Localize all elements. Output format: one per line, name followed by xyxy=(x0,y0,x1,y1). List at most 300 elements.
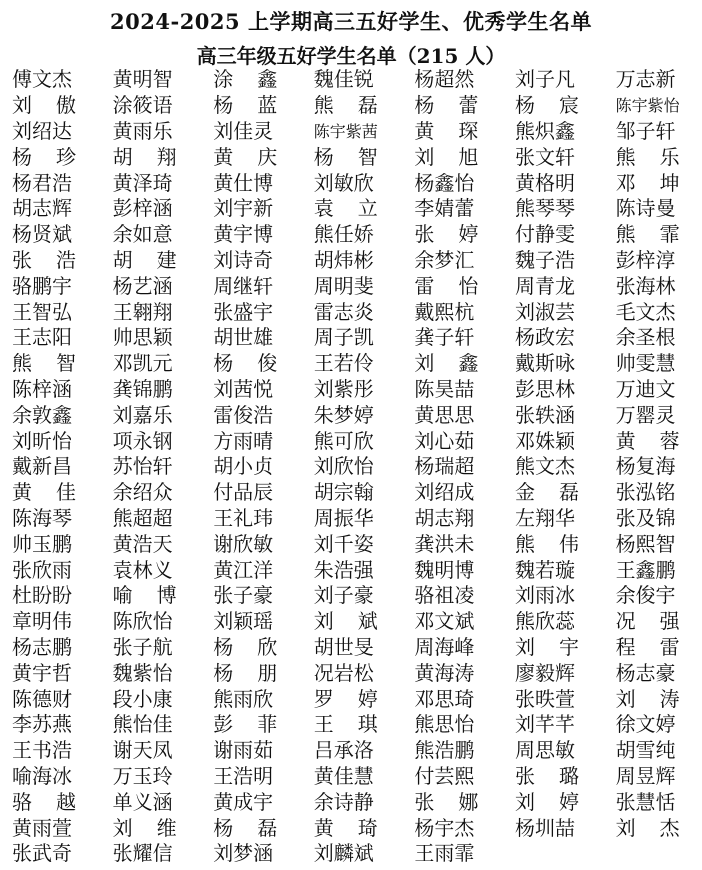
student-name: 黄雨萱 xyxy=(12,815,72,840)
student-name-text xyxy=(213,351,277,376)
student-name: 魏若璇 xyxy=(514,557,575,582)
student-name xyxy=(310,93,411,119)
student-name: 朱梦婷 xyxy=(313,402,374,427)
name-char: 杨 xyxy=(414,93,435,118)
student-name: 周明斐 xyxy=(313,273,374,298)
name-char: 欣 xyxy=(257,634,278,659)
student-name: 周海峰 xyxy=(414,634,475,659)
student-name: 熊浩鹏 xyxy=(414,738,475,763)
name-char: 雷 xyxy=(414,273,435,298)
student-name: 杨志豪 xyxy=(615,660,676,685)
student-name: 余敦鑫 xyxy=(12,402,72,427)
name-char: 张 xyxy=(414,789,435,814)
student-name: 胡小贞 xyxy=(213,454,274,479)
student-name-text xyxy=(314,93,378,118)
student-name-text xyxy=(616,816,680,841)
student-name: 张欣雨 xyxy=(12,557,72,582)
name-char: 杨 xyxy=(313,144,334,169)
student-name: 黄宇博 xyxy=(213,222,274,247)
student-name-text xyxy=(616,635,680,660)
name-char: 斌 xyxy=(357,609,378,634)
student-name xyxy=(310,686,411,712)
student-name-text xyxy=(314,816,378,841)
student-name: 熊炽鑫 xyxy=(514,118,575,143)
student-name: 王智弘 xyxy=(12,299,72,324)
name-char: 邓 xyxy=(615,170,636,195)
student-name xyxy=(209,815,310,841)
student-name xyxy=(8,144,109,170)
student-name: 熊思怡 xyxy=(414,712,475,737)
student-name: 邓凯元 xyxy=(112,351,173,376)
student-name: 王志阳 xyxy=(12,325,72,350)
student-name xyxy=(612,635,702,661)
student-name xyxy=(511,789,612,815)
student-name: 彭梓淳 xyxy=(615,247,676,272)
student-name xyxy=(209,635,310,661)
student-name-text xyxy=(414,351,478,376)
name-char: 璐 xyxy=(558,763,579,788)
name-char: 坤 xyxy=(659,170,680,195)
student-name: 魏紫怡 xyxy=(112,660,173,685)
name-char: 蓝 xyxy=(257,93,278,118)
name-char: 朋 xyxy=(257,660,278,685)
name-char: 磊 xyxy=(257,815,278,840)
name-char: 杨 xyxy=(213,660,234,685)
name-char: 刘 xyxy=(414,351,435,376)
student-name: 万志新 xyxy=(615,67,676,92)
student-name-text xyxy=(515,93,579,118)
student-name: 张轶涵 xyxy=(514,402,575,427)
student-name: 吕承洛 xyxy=(313,738,374,763)
student-name-text xyxy=(314,609,378,634)
student-name: 付静雯 xyxy=(514,222,575,247)
student-name xyxy=(511,764,612,790)
student-name-text xyxy=(314,687,378,712)
student-name: 朱浩强 xyxy=(313,557,374,582)
name-char: 珍 xyxy=(56,144,76,169)
name-char: 博 xyxy=(156,583,177,608)
name-char: 熊 xyxy=(615,222,636,247)
student-name: 余俊宇 xyxy=(615,583,676,608)
student-name-text xyxy=(213,145,277,170)
student-name-text xyxy=(314,145,378,170)
student-name: 王礼玮 xyxy=(213,505,274,530)
student-name: 刘绍达 xyxy=(12,118,72,143)
name-char: 黄 xyxy=(414,118,435,143)
name-char: 娜 xyxy=(458,789,479,814)
student-name xyxy=(612,815,702,841)
name-char: 况 xyxy=(615,609,636,634)
name-char: 喻 xyxy=(112,583,133,608)
name-char: 熊 xyxy=(514,531,535,556)
student-name xyxy=(109,815,210,841)
student-name: 周昱辉 xyxy=(615,763,676,788)
name-char: 翔 xyxy=(156,144,177,169)
student-name: 邓思琦 xyxy=(414,686,475,711)
student-name-text xyxy=(213,93,277,118)
student-name: 胡雪纯 xyxy=(615,738,676,763)
student-name xyxy=(612,609,702,635)
student-name: 陈昊喆 xyxy=(414,376,475,401)
student-name-text xyxy=(414,790,478,815)
student-name: 杨圳喆 xyxy=(514,815,575,840)
student-name xyxy=(109,583,210,609)
student-name xyxy=(612,170,702,196)
student-name: 廖毅辉 xyxy=(514,660,575,685)
student-name-text xyxy=(12,248,76,273)
name-char: 涛 xyxy=(659,686,680,711)
student-name-text xyxy=(515,480,579,505)
student-name xyxy=(410,351,511,377)
student-name: 张海林 xyxy=(615,273,676,298)
student-name: 付芸熙 xyxy=(414,763,475,788)
student-name xyxy=(209,144,310,170)
student-name-text xyxy=(515,790,579,815)
name-char: 熊 xyxy=(615,144,636,169)
student-name: 魏明博 xyxy=(414,557,475,582)
name-char: 傲 xyxy=(56,93,76,118)
name-char: 胡 xyxy=(112,144,133,169)
student-name: 刘昕怡 xyxy=(12,428,72,453)
name-char: 婷 xyxy=(558,789,579,814)
name-char: 琦 xyxy=(357,815,378,840)
name-char: 蓉 xyxy=(659,428,680,453)
student-name: 胡炜彬 xyxy=(313,247,374,272)
student-name: 彭梓涵 xyxy=(112,196,173,221)
student-name: 熊雨欣 xyxy=(213,686,274,711)
student-name-text xyxy=(616,687,680,712)
student-name xyxy=(511,635,612,661)
student-name-text xyxy=(12,790,76,815)
student-name: 邓文斌 xyxy=(414,609,475,634)
student-name: 杨政宏 xyxy=(514,325,575,350)
student-name: 杨复海 xyxy=(615,454,676,479)
name-char: 胡 xyxy=(112,247,133,272)
student-name: 杨艺涵 xyxy=(112,273,173,298)
student-name: 龚洪未 xyxy=(414,531,475,556)
student-name-text xyxy=(414,93,478,118)
student-name: 周振华 xyxy=(313,505,374,530)
student-name: 杨贤斌 xyxy=(12,222,72,247)
name-char: 菲 xyxy=(257,712,278,737)
student-name: 涂筱语 xyxy=(112,93,173,118)
name-char: 黄 xyxy=(213,144,234,169)
student-name: 李婧蕾 xyxy=(414,196,475,221)
name-char: 刘 xyxy=(112,815,133,840)
student-name xyxy=(511,531,612,557)
student-name: 熊文杰 xyxy=(514,454,575,479)
student-name xyxy=(612,428,702,454)
name-char: 杨 xyxy=(213,93,234,118)
student-name: 骆祖凌 xyxy=(414,583,475,608)
student-name xyxy=(310,609,411,635)
student-name: 刘梦涵 xyxy=(213,841,274,866)
student-name: 熊琴琴 xyxy=(514,196,575,221)
student-name: 龚锦鹏 xyxy=(112,376,173,401)
student-name-text xyxy=(12,351,76,376)
student-name: 王书浩 xyxy=(12,738,72,763)
name-char: 张 xyxy=(414,222,435,247)
name-char: 张 xyxy=(514,763,535,788)
student-name: 刘紫彤 xyxy=(313,376,374,401)
student-name: 陈海琴 xyxy=(12,505,72,530)
student-name-text xyxy=(616,222,680,247)
student-name: 黄佳慧 xyxy=(313,763,374,788)
name-char: 张 xyxy=(12,247,32,272)
student-name: 傅文杰 xyxy=(12,67,72,92)
student-name: 张昳萱 xyxy=(514,686,575,711)
student-name: 邓姝颖 xyxy=(514,428,575,453)
student-name: 刘绍成 xyxy=(414,480,475,505)
student-name: 杨宇杰 xyxy=(414,815,475,840)
student-name xyxy=(8,248,109,274)
student-name: 项永钢 xyxy=(112,428,173,453)
student-name xyxy=(310,815,411,841)
student-name: 刘淑芸 xyxy=(514,299,575,324)
student-name-text xyxy=(113,248,177,273)
student-name: 黄成宇 xyxy=(213,789,274,814)
student-name: 熊任娇 xyxy=(313,222,374,247)
student-name-text xyxy=(213,67,277,92)
name-char: 杨 xyxy=(213,634,234,659)
student-name: 王若伶 xyxy=(313,351,374,376)
student-name: 张武奇 xyxy=(12,841,72,866)
student-name: 魏子浩 xyxy=(514,247,575,272)
student-name-text xyxy=(113,145,177,170)
name-char: 杨 xyxy=(514,93,535,118)
name-char: 智 xyxy=(56,351,76,376)
name-char: 金 xyxy=(514,480,535,505)
name-char: 袁 xyxy=(313,196,334,221)
student-name: 余圣根 xyxy=(615,325,676,350)
student-name xyxy=(410,144,511,170)
name-char: 宸 xyxy=(558,93,579,118)
student-name-text xyxy=(414,145,478,170)
name-char: 杨 xyxy=(213,815,234,840)
student-name xyxy=(511,93,612,119)
name-char: 婷 xyxy=(458,222,479,247)
student-name: 黄泽琦 xyxy=(112,170,173,195)
student-name: 谢欣敏 xyxy=(213,531,274,556)
student-name-text xyxy=(213,661,277,686)
name-char: 程 xyxy=(615,634,636,659)
student-name: 余绍众 xyxy=(112,480,173,505)
student-name: 张子豪 xyxy=(213,583,274,608)
name-char: 佳 xyxy=(56,480,76,505)
student-name-text xyxy=(12,480,76,505)
student-name-text xyxy=(414,274,478,299)
name-char: 王 xyxy=(313,712,334,737)
student-name: 熊超超 xyxy=(112,505,173,530)
name-char: 刘 xyxy=(615,815,636,840)
student-name: 张文轩 xyxy=(514,144,575,169)
student-name: 谢雨茹 xyxy=(213,738,274,763)
student-name: 万迪文 xyxy=(615,376,676,401)
student-name: 段小康 xyxy=(112,686,173,711)
student-name-text xyxy=(515,764,579,789)
student-name-text xyxy=(314,196,378,221)
student-name: 张慧恬 xyxy=(615,789,676,814)
name-char: 彭 xyxy=(213,712,234,737)
student-name: 张泓铭 xyxy=(615,480,676,505)
student-name xyxy=(612,144,702,170)
student-name: 刘心茹 xyxy=(414,428,475,453)
student-name: 王翱翔 xyxy=(112,299,173,324)
student-name: 黄江洋 xyxy=(213,557,274,582)
student-name: 陈宇紫怡 xyxy=(615,96,680,116)
student-name: 况岩松 xyxy=(313,660,374,685)
name-char: 维 xyxy=(156,815,177,840)
name-char: 建 xyxy=(156,247,177,272)
student-name: 陈欣怡 xyxy=(112,609,173,634)
student-name xyxy=(511,480,612,506)
student-name xyxy=(109,248,210,274)
student-name: 胡世雄 xyxy=(213,325,274,350)
student-name: 黄格明 xyxy=(514,170,575,195)
document-title: 2024-2025 上学期高三五好学生、优秀学生名单 xyxy=(110,9,592,34)
student-name xyxy=(612,222,702,248)
student-name: 喻海冰 xyxy=(12,763,72,788)
student-name-text xyxy=(213,635,277,660)
student-name xyxy=(8,351,109,377)
student-name: 邹子轩 xyxy=(615,118,676,143)
name-char: 磊 xyxy=(357,93,378,118)
student-name: 雷俊浩 xyxy=(213,402,274,427)
student-name: 帅思颖 xyxy=(112,325,173,350)
student-name: 刘千姿 xyxy=(313,531,374,556)
student-name-text xyxy=(616,171,680,196)
name-char: 鑫 xyxy=(458,351,479,376)
student-name xyxy=(310,712,411,738)
student-name: 熊可欣 xyxy=(313,428,374,453)
student-name: 刘子豪 xyxy=(313,583,374,608)
student-name: 张盛宇 xyxy=(213,299,274,324)
student-name: 余诗静 xyxy=(313,789,374,814)
student-name: 黄明智 xyxy=(112,67,173,92)
student-name: 刘茜悦 xyxy=(213,376,274,401)
student-name: 付品辰 xyxy=(213,480,274,505)
student-name: 黄雨乐 xyxy=(112,118,173,143)
student-name: 刘欣怡 xyxy=(313,454,374,479)
name-char: 鑫 xyxy=(257,67,278,92)
student-name: 张及锦 xyxy=(615,505,676,530)
student-name: 刘嘉乐 xyxy=(112,402,173,427)
name-char: 琛 xyxy=(458,118,479,143)
student-name-text xyxy=(616,429,680,454)
name-char: 伟 xyxy=(558,531,579,556)
name-grid xyxy=(8,67,698,867)
student-name xyxy=(612,686,702,712)
name-char: 越 xyxy=(56,789,76,814)
student-name xyxy=(209,660,310,686)
name-char: 怡 xyxy=(458,273,479,298)
student-name: 杨君浩 xyxy=(12,170,72,195)
student-name: 刘子凡 xyxy=(514,67,575,92)
name-char: 立 xyxy=(357,196,378,221)
student-name: 帅雯慧 xyxy=(615,351,676,376)
student-name: 周继轩 xyxy=(213,273,274,298)
student-name xyxy=(209,351,310,377)
name-char: 刘 xyxy=(514,789,535,814)
student-name: 杨鑫怡 xyxy=(414,170,475,195)
name-char: 杨 xyxy=(213,351,234,376)
student-name: 章明伟 xyxy=(12,609,72,634)
student-name: 刘佳灵 xyxy=(213,118,274,143)
student-name: 骆鹏宇 xyxy=(12,273,72,298)
student-name: 魏佳锐 xyxy=(313,67,374,92)
student-name: 余梦汇 xyxy=(414,247,475,272)
student-name-text xyxy=(515,635,579,660)
student-name-text xyxy=(213,712,277,737)
student-name-text xyxy=(515,532,579,557)
student-name: 杨瑞超 xyxy=(414,454,475,479)
list-subtitle: 高三年级五好学生名单（215 人） xyxy=(196,44,506,68)
student-name xyxy=(310,144,411,170)
student-name-text xyxy=(12,145,76,170)
name-char: 黄 xyxy=(615,428,636,453)
name-char: 庆 xyxy=(257,144,278,169)
student-name: 左翔华 xyxy=(514,505,575,530)
student-name: 戴新昌 xyxy=(12,454,72,479)
student-name-text xyxy=(414,222,478,247)
student-name xyxy=(410,119,511,145)
student-name: 王鑫鹏 xyxy=(615,557,676,582)
student-name: 雷志炎 xyxy=(313,299,374,324)
student-name: 毛文杰 xyxy=(615,299,676,324)
student-name: 杨超然 xyxy=(414,67,475,92)
student-name: 胡宗翰 xyxy=(313,480,374,505)
student-name xyxy=(209,67,310,93)
student-name: 余如意 xyxy=(112,222,173,247)
name-char: 乐 xyxy=(659,144,680,169)
student-name: 胡志翔 xyxy=(414,505,475,530)
student-name: 黄仕博 xyxy=(213,170,274,195)
student-name: 刘芊芊 xyxy=(514,712,575,737)
student-name: 单义涵 xyxy=(112,789,173,814)
name-char: 霏 xyxy=(659,222,680,247)
student-name: 陈梓涵 xyxy=(12,376,72,401)
student-name: 周青龙 xyxy=(514,273,575,298)
name-char: 杨 xyxy=(12,144,32,169)
student-name: 方雨晴 xyxy=(213,428,274,453)
student-name xyxy=(8,789,109,815)
student-name: 胡世旻 xyxy=(313,634,374,659)
name-char: 磊 xyxy=(558,480,579,505)
student-name: 戴斯咏 xyxy=(514,351,575,376)
name-char: 熊 xyxy=(313,93,334,118)
name-char: 涂 xyxy=(213,67,234,92)
student-name: 戴熙杭 xyxy=(414,299,475,324)
student-name: 龚子轩 xyxy=(414,325,475,350)
student-name: 苏怡轩 xyxy=(112,454,173,479)
student-name xyxy=(410,789,511,815)
student-name: 刘敏欣 xyxy=(313,170,374,195)
student-name: 熊欣蕊 xyxy=(514,609,575,634)
student-name xyxy=(209,93,310,119)
student-name: 谢天凤 xyxy=(112,738,173,763)
student-name: 陈德财 xyxy=(12,686,72,711)
name-char: 刘 xyxy=(615,686,636,711)
student-name: 陈宇紫茜 xyxy=(313,121,378,141)
student-name: 黄浩天 xyxy=(112,531,173,556)
name-char: 杰 xyxy=(659,815,680,840)
name-char: 刘 xyxy=(12,93,32,118)
student-name: 黄思思 xyxy=(414,402,475,427)
student-name-text xyxy=(113,583,177,608)
student-name-text xyxy=(113,816,177,841)
student-name xyxy=(8,480,109,506)
name-char: 熊 xyxy=(12,351,32,376)
